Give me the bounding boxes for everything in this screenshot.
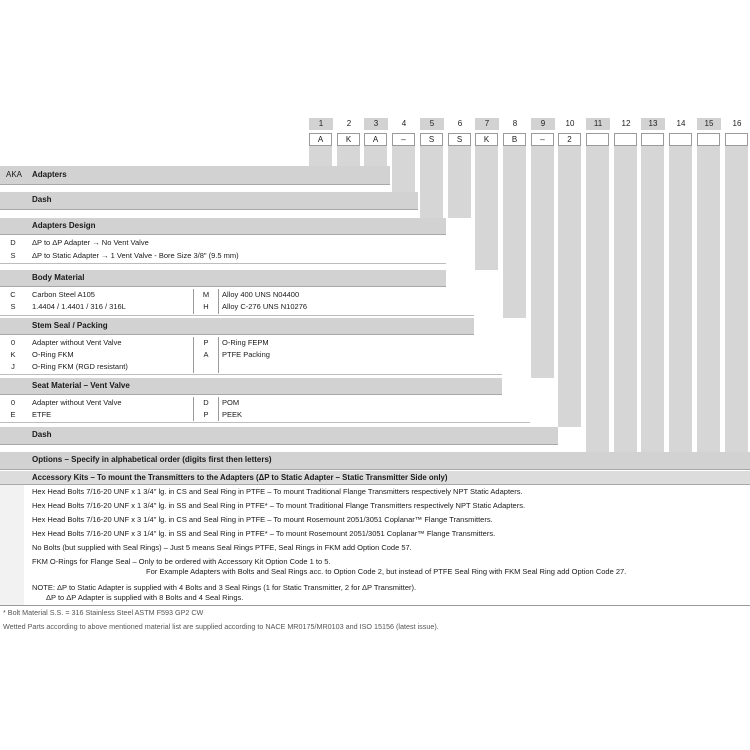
column-divider <box>193 397 194 421</box>
body-material-title: Body Material <box>32 273 85 282</box>
position-number: 4 <box>401 119 407 128</box>
position-column-bar <box>337 146 360 166</box>
option-code: K <box>10 350 16 359</box>
stem-seal-header <box>0 318 474 335</box>
position-column-bar <box>586 146 609 452</box>
code-cell: 2 <box>558 133 581 146</box>
option-text: Alloy C-276 UNS N10276 <box>222 302 308 311</box>
option-text: ETFE <box>32 410 52 419</box>
code-cell <box>725 133 748 146</box>
accessory-kits-header <box>0 471 750 485</box>
position-column-bar <box>669 146 692 452</box>
column-divider <box>193 289 194 314</box>
seat-material-title: Seat Material – Vent Valve <box>32 381 130 390</box>
code-cell: – <box>392 133 415 146</box>
options-header <box>0 452 750 470</box>
position-column-bar <box>641 146 664 452</box>
option-text: O-Ring FKM (RGD resistant) <box>32 362 128 371</box>
position-column-bar <box>309 146 332 166</box>
wetted-parts-footnote: Wetted Parts according to above mentioned material list are supplied according to NACE MR0175/MR0103 and ISO 15156 (latest issue). <box>3 622 439 631</box>
code-cell: A <box>364 133 387 146</box>
option-text: Adapter without Vent Valve <box>32 398 122 407</box>
position-column-bar <box>392 146 415 192</box>
position-number: 6 <box>457 119 463 128</box>
code-cell: S <box>448 133 471 146</box>
code-cell <box>697 133 720 146</box>
option-code: P <box>203 338 209 347</box>
position-number: 15 <box>697 118 721 130</box>
option-text: ΔP to ΔP Adapter → No Vent Valve <box>32 238 149 247</box>
option-text: ΔP to Static Adapter → 1 Vent Valve - Bore Size 3/8" (9.5 mm) <box>32 251 239 260</box>
option-code: S <box>10 302 16 311</box>
code-cell: – <box>531 133 554 146</box>
code-cell <box>614 133 637 146</box>
body-material-header <box>0 270 446 287</box>
option-text: Hex Head Bolts 7/16-20 UNF x 3 1/4" lg. in CS and Seal Ring in PTFE – To mount Rosemount 2051/3051 Coplanar™ Flange Transmitters. <box>32 515 493 524</box>
position-number: 3 <box>364 118 388 130</box>
option-code: M <box>202 290 210 299</box>
code-cell: K <box>475 133 498 146</box>
code-cell: K <box>337 133 360 146</box>
bolt-material-footnote: * Bolt Material S.S. = 316 Stainless Steel ASTM F593 GP2 CW <box>3 608 204 617</box>
option-code: E <box>10 410 16 419</box>
option-text: Carbon Steel A105 <box>32 290 95 299</box>
option-text: Alloy 400 UNS N04400 <box>222 290 300 299</box>
position-number: 13 <box>641 118 665 130</box>
option-code: 0 <box>10 338 16 347</box>
adapters-design-header <box>0 218 446 235</box>
option-code: P <box>203 410 209 419</box>
dash-title-2: Dash <box>32 430 52 439</box>
option-text: POM <box>222 398 240 407</box>
column-divider <box>218 397 219 421</box>
code-cell <box>641 133 664 146</box>
code-cell <box>669 133 692 146</box>
code-cell: B <box>503 133 526 146</box>
position-number: 14 <box>676 119 686 128</box>
position-column-bar <box>558 146 581 427</box>
column-divider <box>193 337 194 373</box>
option-code: J <box>11 362 15 371</box>
adapters-design-title: Adapters Design <box>32 221 96 230</box>
adapters-code: AKA <box>6 170 23 179</box>
dash-title-1: Dash <box>32 195 52 204</box>
seat-material-options <box>0 395 530 423</box>
position-number: 2 <box>346 119 352 128</box>
position-number: 9 <box>531 118 555 130</box>
position-column-bar <box>420 146 443 218</box>
option-code: 0 <box>10 398 16 407</box>
stem-seal-options <box>0 335 502 375</box>
stem-seal-title: Stem Seal / Packing <box>32 321 108 330</box>
position-column-bar <box>448 146 471 218</box>
option-text: Hex Head Bolts 7/16-20 UNF x 1 3/4" lg. in CS and Seal Ring in PTFE – To mount Traditional Flange Transmitters respectively NPT Static Adapters. <box>32 487 523 496</box>
adapters-title: Adapters <box>32 170 67 179</box>
position-column-bar <box>697 146 720 452</box>
option-code: D <box>10 238 16 247</box>
option-text: Adapter without Vent Valve <box>32 338 122 347</box>
position-number: 7 <box>475 118 499 130</box>
position-number: 1 <box>309 118 333 130</box>
option-code: D <box>203 398 209 407</box>
body-material-options <box>0 287 474 316</box>
option-text: PEEK <box>222 410 243 419</box>
position-number: 10 <box>565 119 575 128</box>
option-text: 1.4404 / 1.4401 / 316 / 316L <box>32 302 126 311</box>
options-title: Options – Specify in alphabetical order (digits first then letters) <box>32 455 272 464</box>
option-text: No Bolts (but supplied with Seal Rings) – Just 5 means Seal Rings PTFE, Seal Rings in FKM add Option Code 57. <box>32 543 412 552</box>
position-column-bar <box>531 146 554 378</box>
dash-row-2 <box>0 427 558 445</box>
adapters-row <box>0 166 390 185</box>
option-text: PTFE Packing <box>222 350 270 359</box>
position-number: 16 <box>732 119 742 128</box>
option-code: C <box>10 290 16 299</box>
accessory-kits-title: Accessory Kits – To mount the Transmitters to the Adapters (ΔP to Static Adapter – Static Transmitter Side only) <box>32 473 448 482</box>
dash-row-1 <box>0 192 418 210</box>
option-text: Hex Head Bolts 7/16-20 UNF x 1 3/4" lg. in SS and Seal Ring in PTFE* – To mount Traditional Flange Transmitters respectively NPT Static Adapters. <box>32 501 526 510</box>
accessory-kits-options <box>0 485 750 606</box>
position-number: 11 <box>586 118 610 130</box>
position-column-bar <box>503 146 526 318</box>
option-code: A <box>203 350 209 359</box>
position-column-bar <box>475 146 498 270</box>
option-code: S <box>10 251 16 260</box>
option-text: O-Ring FKM <box>32 350 74 359</box>
position-number: 5 <box>420 118 444 130</box>
option-text-continued: For Example Adapters with Bolts and Seal Rings acc. to Option Code 2, but instead of PTFE Seal Ring with FKM Seal Ring add Option Code 27. <box>146 567 627 576</box>
code-cell: S <box>420 133 443 146</box>
option-code: H <box>203 302 209 311</box>
column-divider <box>218 289 219 314</box>
position-number: 12 <box>621 119 631 128</box>
option-text: Hex Head Bolts 7/16-20 UNF x 3 1/4" lg. in SS and Seal Ring in PTFE* – To mount Rosemount 2051/3051 Coplanar™ Flange Transmitters. <box>32 529 496 538</box>
option-text: FKM O-Rings for Flange Seal – Only to be ordered with Accessory Kit Option Code 1 to 5. <box>32 557 331 566</box>
seat-material-header <box>0 378 502 395</box>
position-number: 8 <box>512 119 518 128</box>
position-column-bar <box>364 146 387 166</box>
accessory-note: ΔP to ΔP Adapter is supplied with 8 Bolts and 4 Seal Rings. <box>46 593 244 602</box>
accessory-note: NOTE: ΔP to Static Adapter is supplied with 4 Bolts and 3 Seal Rings (1 for Static Transmitter, 2 for ΔP Transmitter). <box>32 583 417 592</box>
position-column-bar <box>614 146 637 452</box>
column-divider <box>218 337 219 373</box>
code-column-shade <box>0 485 24 605</box>
adapters-design-options <box>0 235 446 264</box>
code-cell <box>586 133 609 146</box>
code-cell: A <box>309 133 332 146</box>
option-text: O-Ring FEPM <box>222 338 269 347</box>
position-column-bar <box>725 146 748 452</box>
